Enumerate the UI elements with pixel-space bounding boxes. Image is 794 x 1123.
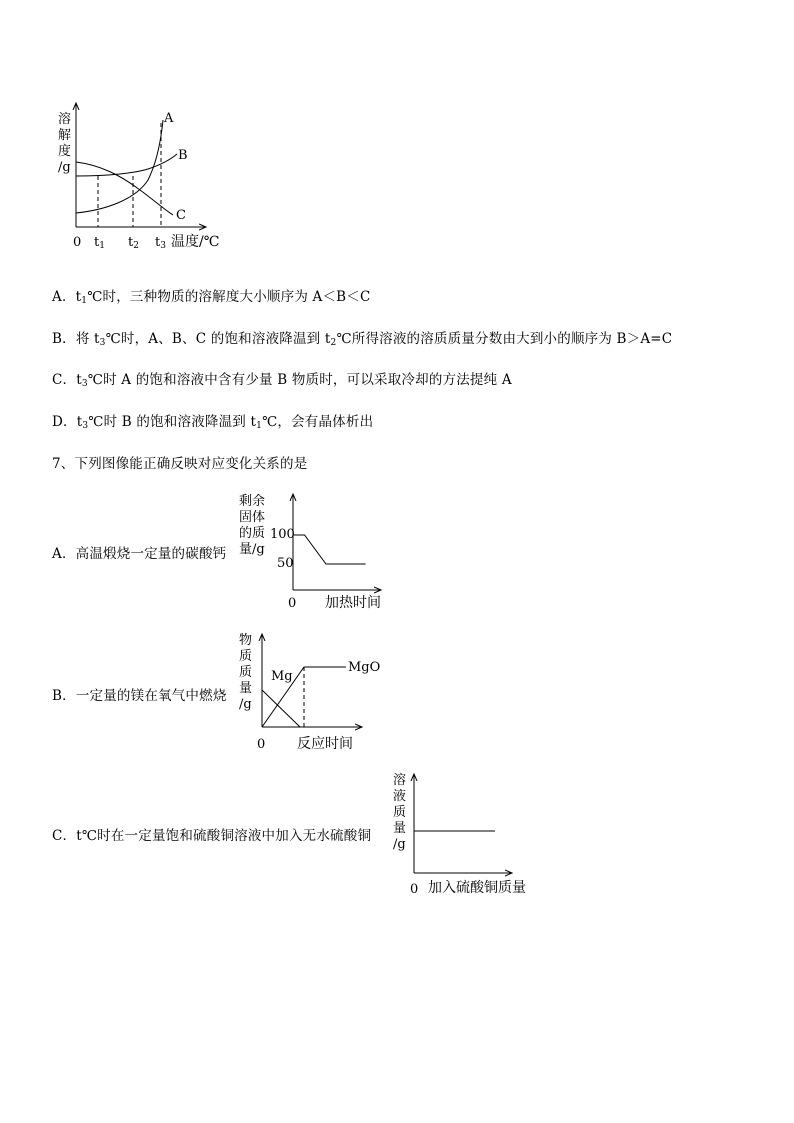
- tick-100: 100: [270, 527, 295, 542]
- curve-label-B: B: [178, 148, 188, 163]
- q7C-xlabel: 加入硫酸铜质量: [428, 880, 526, 896]
- q7A-ylabel: 剩余 固体 的质 量/g: [239, 494, 266, 557]
- ylabel-char: /g: [58, 160, 71, 175]
- tick-50: 50: [277, 556, 294, 571]
- chart1-xlabel: 温度/℃: [171, 234, 220, 250]
- question-7: 7、下列图像能正确反映对应变化关系的是: [52, 456, 308, 472]
- curve-label-C: C: [176, 208, 186, 223]
- curve-label-A: A: [164, 111, 174, 126]
- option-B: B．将 $t_3℃$时，A、B、C 的饱和溶液降温到 $t_2℃$所得溶液的溶质质量分数由大到小的顺序为 B＞A=C: [52, 331, 673, 348]
- q7C-origin: 0: [410, 882, 419, 897]
- q7B-ylabel: 物 质 质 量 /g: [239, 633, 253, 712]
- tick-t3: $t_3$: [155, 235, 166, 251]
- q7A-xlabel: 加热时间: [325, 595, 381, 611]
- q7B-origin: 0: [257, 737, 266, 752]
- tick-t2: $t_2$: [128, 235, 139, 251]
- label-Mg: Mg: [271, 669, 293, 684]
- ylabel-char: 溶: [58, 112, 72, 127]
- option-A: A．$t_1℃$时，三种物质的溶解度大小顺序为 A＜B＜C: [52, 289, 371, 306]
- q7-option-B-label: B．一定量的镁在氧气中燃烧: [52, 688, 227, 704]
- option-C: C．$t_3℃$时 A 的饱和溶液中含有少量 B 物质时，可以采取冷却的方法提纯 A: [52, 372, 512, 389]
- q7B-xlabel: 反应时间: [297, 736, 353, 752]
- chart1-origin: 0: [73, 235, 82, 250]
- ylabel-char: 解: [58, 128, 72, 143]
- option-D: D．$t_3℃$时 B 的饱和溶液降温到 $t_1℃$，会有晶体析出: [52, 414, 374, 431]
- q7A-origin: 0: [288, 596, 297, 611]
- ylabel-char: 度: [58, 144, 72, 159]
- tick-t1: $t_1$: [94, 235, 105, 251]
- label-MgO: MgO: [348, 660, 381, 675]
- q7-option-A-label: A．高温煅烧一定量的碳酸钙: [52, 546, 227, 562]
- q7C-ylabel: 溶 液 质 量 /g: [393, 773, 407, 852]
- q7-option-C-label: C．t℃时在一定量饱和硫酸铜溶液中加入无水硫酸铜: [52, 828, 372, 844]
